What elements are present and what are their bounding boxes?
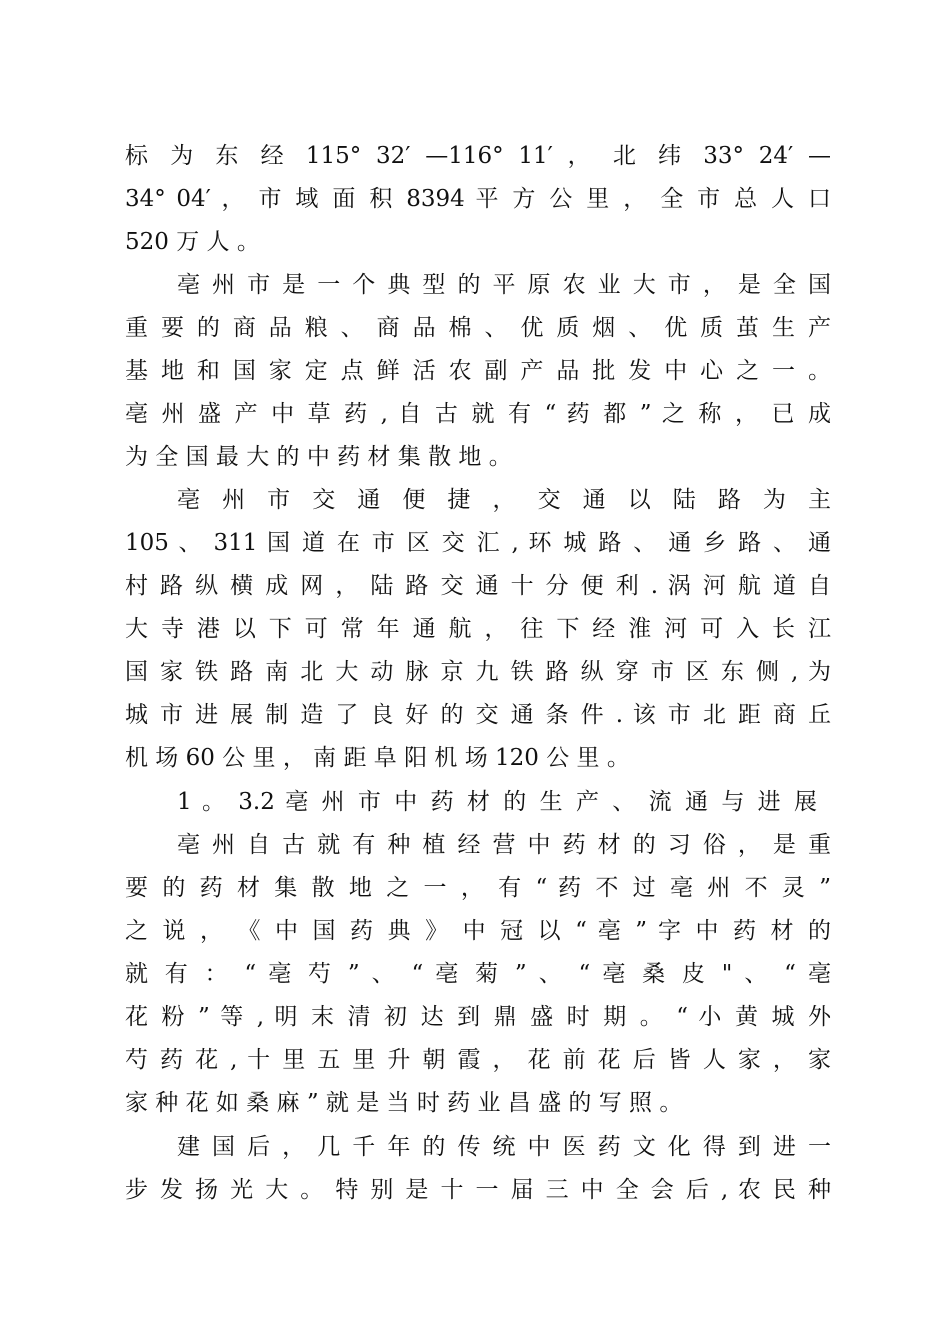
text-line: 520 万 人 。: [125, 229, 260, 255]
text-line: 重 要 的 商 品 粮 、 商 品 棉 、 优 质 烟 、 优 质 茧 生 产: [125, 315, 831, 341]
text-line: 亳 州 盛 产 中 草 药 , 自 古 就 有 “ 药 都 ” 之 称 ， 已 成: [125, 401, 831, 427]
text-line: 要 的 药 材 集 散 地 之 一 ， 有 “ 药 不 过 亳 州 不 灵 ”: [125, 875, 831, 901]
text-line: 就 有 ： “ 亳 芍 ” 、 “ 亳 菊 ” 、 “ 亳 桑 皮 " 、 “ 亳: [125, 961, 831, 987]
text-line: 家 种 花 如 桑 麻 ” 就 是 当 时 药 业 昌 盛 的 写 照 。: [125, 1090, 683, 1116]
section-heading: 1 。 3.2 亳 州 市 中 药 材 的 生 产 、 流 通 与 进 展: [177, 789, 817, 815]
text-line: 34° 04′ ， 市 域 面 积 8394 平 方 公 里 ， 全 市 总 人 口: [125, 186, 831, 212]
paragraph-start-line: 亳 州 市 交 通 便 捷 ， 交 通 以 陆 路 为 主: [177, 487, 831, 513]
text-line: 村 路 纵 横 成 网 ， 陆 路 交 通 十 分 便 利 . 涡 河 航 道 自: [125, 573, 831, 599]
paragraph-start-line: 亳 州 自 古 就 有 种 植 经 营 中 药 材 的 习 俗 ， 是 重: [177, 832, 831, 858]
text-line: 大 寺 港 以 下 可 常 年 通 航 ， 往 下 经 淮 河 可 入 长 江: [125, 616, 831, 642]
text-line: 机 场 60 公 里 ， 南 距 阜 阳 机 场 120 公 里 。: [125, 745, 630, 771]
text-line: 花 粉 ” 等 , 明 末 清 初 达 到 鼎 盛 时 期 。 “ 小 黄 城 外: [125, 1004, 831, 1030]
text-line: 之 说 ， 《 中 国 药 典 》 中 冠 以 “ 亳 ” 字 中 药 材 的: [125, 918, 831, 944]
text-line: 为 全 国 最 大 的 中 药 材 集 散 地 。: [125, 444, 512, 470]
text-line: 105 、 311 国 道 在 市 区 交 汇 , 环 城 路 、 通 乡 路 、 通: [125, 530, 831, 556]
text-line: 城 市 进 展 制 造 了 良 好 的 交 通 条 件 . 该 市 北 距 商 丘: [125, 702, 831, 728]
text-line: 芍 药 花 , 十 里 五 里 升 朝 霞 ， 花 前 花 后 皆 人 家 ， 家: [125, 1047, 831, 1073]
text-line: 步 发 扬 光 大 。 特 别 是 十 一 届 三 中 全 会 后 , 农 民 种: [125, 1177, 831, 1203]
text-line: 标 为 东 经 115° 32′ —116° 11′ ， 北 纬 33° 24′ —: [125, 143, 831, 169]
text-line: 国 家 铁 路 南 北 大 动 脉 京 九 铁 路 纵 穿 市 区 东 侧 , 为: [125, 659, 831, 685]
text-line: 基 地 和 国 家 定 点 鲜 活 农 副 产 品 批 发 中 心 之 一 。: [125, 358, 831, 384]
paragraph-start-line: 建 国 后 ， 几 千 年 的 传 统 中 医 药 文 化 得 到 进 一: [177, 1134, 831, 1160]
paragraph-start-line: 亳 州 市 是 一 个 典 型 的 平 原 农 业 大 市 ， 是 全 国: [177, 272, 831, 298]
